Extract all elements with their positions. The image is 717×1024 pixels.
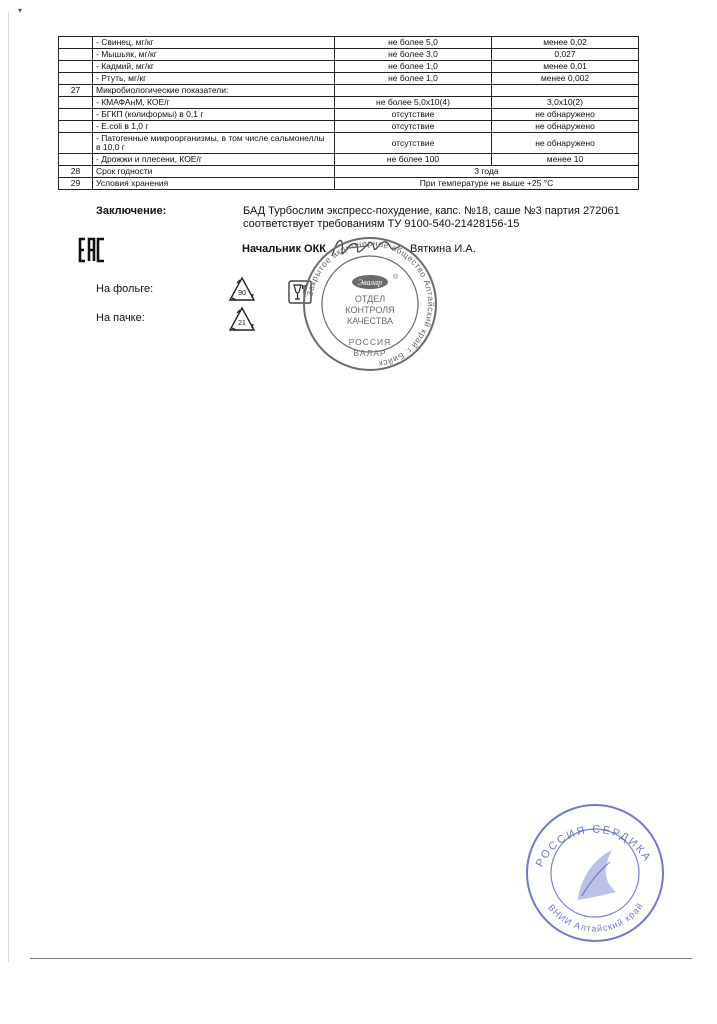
row-requirement: не более 5,0 <box>335 37 492 49</box>
svg-text:РОССИЯ СЕРДИКА <box>534 824 654 869</box>
stamp-center-line-1: ОТДЕЛ <box>354 294 386 304</box>
row-name: - БГКП (колиформы) в 0,1 г <box>93 109 335 121</box>
row-name: - Ртуть, мг/кг <box>93 73 335 85</box>
conclusion-line-2: соответствует требованиям ТУ 9100-540-21428156-15 <box>243 218 520 230</box>
pack-label: На пачке: <box>96 312 145 324</box>
table-row <box>59 73 639 85</box>
table-row <box>59 133 639 154</box>
stamp-registered-mark: ® <box>393 274 399 281</box>
recycling-icon <box>226 304 258 336</box>
table-row <box>59 85 639 97</box>
row-result: не обнаружено <box>492 121 639 133</box>
row-number <box>59 154 93 166</box>
row-name: - Свинец, мг/кг <box>93 37 335 49</box>
eac-mark-icon <box>78 237 106 263</box>
row-number <box>59 109 93 121</box>
row-result <box>492 85 639 97</box>
foil-recycle-code: 90 <box>238 290 246 297</box>
row-name: Условия хранения <box>93 178 335 190</box>
row-result: не обнаружено <box>492 109 639 121</box>
row-value: При температуре не выше +25 °С <box>335 178 639 190</box>
row-result: менее 0,002 <box>492 73 639 85</box>
row-result: 0,027 <box>492 49 639 61</box>
row-name: - Дрожжи и плесени, КОЕ/г <box>93 154 335 166</box>
conclusion-line-1: БАД Турбослим экспресс-похудение, капс. №18, саше №3 партия 272061 <box>243 205 620 217</box>
recycling-icon <box>226 274 258 306</box>
blue-stamp-top-text: РОССИЯ СЕРДИКА <box>533 823 654 870</box>
table-row-shelf-life <box>59 166 639 178</box>
pack-recycle-code: 21 <box>238 320 246 327</box>
spec-table-body <box>59 37 639 166</box>
corner-mark: ▾ <box>18 6 23 15</box>
bottom-rule <box>30 958 692 959</box>
row-number <box>59 73 93 85</box>
row-number: 27 <box>59 85 93 97</box>
table-row <box>59 109 639 121</box>
blue-stamp-bottom-text: ВНИИ Алтайский край <box>546 900 646 934</box>
chief-name: Вяткина И.А. <box>410 243 476 255</box>
row-requirement: отсутствие <box>335 133 492 154</box>
row-name: - E.coli в 1,0 г <box>93 121 335 133</box>
row-requirement: не более 1,0 <box>335 73 492 85</box>
stamp-center-line-3: КАЧЕСТВА <box>347 316 393 326</box>
stamp-bottom-line-2: ВАЛАР <box>353 348 387 358</box>
stamp-bottom-line-1: РОССИЯ <box>348 337 392 347</box>
row-result: 3,0х10(2) <box>492 97 639 109</box>
table-row <box>59 37 639 49</box>
row-name: Срок годности <box>93 166 335 178</box>
row-requirement <box>335 85 492 97</box>
chief-role: Начальник ОКК <box>242 243 326 255</box>
row-number <box>59 49 93 61</box>
foil-label: На фольге: <box>96 283 154 295</box>
table-row <box>59 61 639 73</box>
row-number: 28 <box>59 166 93 178</box>
row-number <box>59 97 93 109</box>
row-number: 29 <box>59 178 93 190</box>
quality-control-stamp <box>300 234 440 374</box>
row-number <box>59 37 93 49</box>
row-requirement: отсутствие <box>335 109 492 121</box>
table-row <box>59 154 639 166</box>
row-number <box>59 133 93 154</box>
row-result: менее 0,02 <box>492 37 639 49</box>
row-name: - КМАФАнМ, КОЕ/г <box>93 97 335 109</box>
row-requirement: не более 100 <box>335 154 492 166</box>
row-result: менее 0,01 <box>492 61 639 73</box>
conclusion-label: Заключение: <box>96 205 167 217</box>
table-row <box>59 121 639 133</box>
row-requirement: не более 3,0 <box>335 49 492 61</box>
stamp-brand: Эвалар <box>357 278 383 287</box>
row-name: - Кадмий, мг/кг <box>93 61 335 73</box>
certification-stamp <box>520 800 670 945</box>
table-row <box>59 97 639 109</box>
page-edge <box>8 12 9 962</box>
row-requirement: отсутствие <box>335 121 492 133</box>
row-requirement: не более 1,0 <box>335 61 492 73</box>
stamp-ring-text: Закрытое акционерное общество Алтайский край г. Бийск <box>304 237 437 370</box>
row-number <box>59 121 93 133</box>
row-name: - Мышьяк, мг/кг <box>93 49 335 61</box>
table-row <box>59 49 639 61</box>
row-name: - Патогенные микроорганизмы, в том числе сальмонеллы в 10,0 г <box>93 133 335 154</box>
row-result: не обнаружено <box>492 133 639 154</box>
table-row-storage <box>59 178 639 190</box>
stamp-center-line-2: КОНТРОЛЯ <box>345 305 395 315</box>
row-value: 3 года <box>335 166 639 178</box>
row-result: менее 10 <box>492 154 639 166</box>
row-name: Микробиологические показатели: <box>93 85 335 97</box>
row-number <box>59 61 93 73</box>
row-requirement: не более 5,0х10(4) <box>335 97 492 109</box>
conclusion-text <box>243 205 623 231</box>
spec-table <box>58 36 639 190</box>
